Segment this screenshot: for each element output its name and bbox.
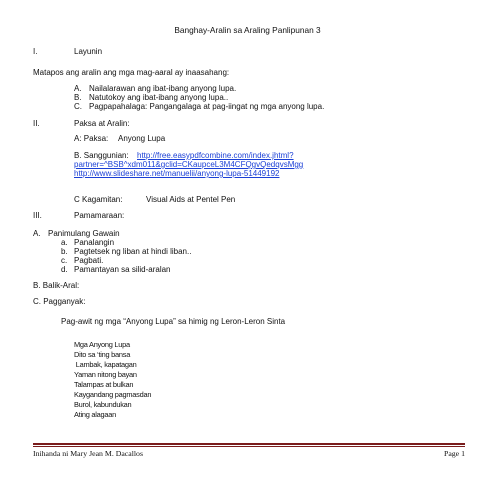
gawain-marker: c. [61, 256, 68, 265]
section-III-heading: Pamamaraan: [74, 211, 125, 220]
song-line: Talampas at bulkan [74, 380, 134, 389]
kagamitan-label: C Kagamitan: [74, 195, 123, 204]
song-line: Dito sa ‘ting bansa [74, 350, 131, 359]
gawain-marker: d. [61, 265, 68, 274]
subsection-B-heading: B. Balik-Aral: [33, 281, 80, 290]
section-III-number: III. [33, 211, 42, 220]
objective-marker: C. [74, 102, 82, 111]
song-line: Ating alagaan [74, 410, 116, 419]
document-title: Banghay-Aralin sa Araling Panlipunan 3 [174, 25, 321, 35]
section-II-heading: Paksa at Aralin: [74, 119, 130, 128]
gawain-item: Pagtetsek ng liban at hindi liban.. [74, 247, 192, 256]
objective-text: Nailalarawan ang ibat-ibang anyong lupa. [89, 84, 237, 93]
objective-marker: A. [74, 84, 82, 93]
pagganyak-description: Pag-awit ng mga “Anyong Lupa” sa himig ng Leron-Leron Sinta [61, 317, 286, 326]
section-I-number: I. [33, 47, 38, 56]
song-line: Mga Anyong Lupa [74, 340, 130, 349]
gawain-marker: b. [61, 247, 68, 256]
sanggunian-link-1[interactable]: http://free.easypdfcombine.com/index.jhtml? [137, 151, 294, 160]
gawain-item: Panalangin [74, 238, 115, 247]
objective-marker: B. [74, 93, 82, 102]
sanggunian-link-1-continued[interactable]: partner=^BSB^xdm011&gclid=CKaupceL3M4CFQgvQedqvsMgg [74, 160, 304, 169]
footer-page-number: Page 1 [443, 449, 465, 458]
gawain-item: Pamantayan sa silid-aralan [74, 265, 171, 274]
paksa-label: A: Paksa: [74, 134, 109, 143]
subsection-A-heading: Panimulang Gawain [48, 229, 120, 238]
sanggunian-link-2[interactable]: http://www.slideshare.net/manuelii/anyong-lupa-51449192 [74, 169, 280, 178]
footer-rule [33, 446, 465, 447]
gawain-item: Pagbati. [74, 256, 104, 265]
paksa-value: Anyong Lupa [118, 134, 166, 143]
footer-rule [33, 443, 465, 445]
song-line: Lambak, kapatagan [74, 360, 137, 369]
kagamitan-value: Visual Aids at Pentel Pen [146, 195, 236, 204]
objective-text: Pagpapahalaga: Pangangalaga at pag-iingat ng mga anyong lupa. [89, 102, 325, 111]
song-line: Burol, kabundukan [74, 400, 132, 409]
footer-author: Inihanda ni Mary Jean M. Dacallos [33, 449, 143, 458]
sanggunian-label: B. Sanggunian: [74, 151, 129, 160]
section-I-heading: Layunin [74, 47, 103, 56]
section-II-number: II. [33, 119, 40, 128]
subsection-A-marker: A. [33, 229, 41, 238]
gawain-marker: a. [61, 238, 68, 247]
objectives-intro: Matapos ang aralin ang mga mag-aaral ay inaasahang: [33, 68, 230, 77]
song-line: Kaygandang pagmasdan [74, 390, 152, 399]
subsection-C-heading: C. Pagganyak: [33, 297, 86, 306]
objective-text: Natutokoy ang ibat-ibang anyong lupa.. [89, 93, 229, 102]
song-line: Yaman nitong bayan [74, 370, 137, 379]
